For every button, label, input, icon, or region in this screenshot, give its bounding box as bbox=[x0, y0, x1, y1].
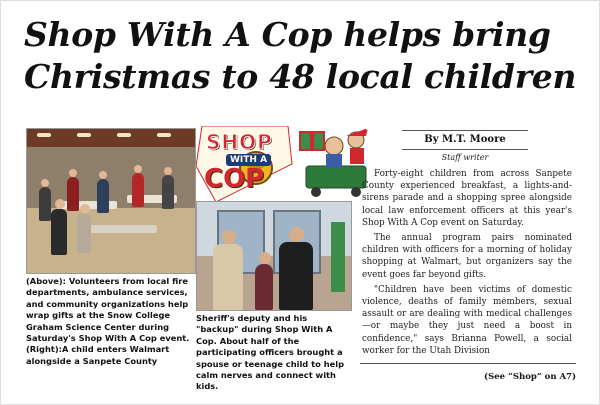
deputy-figure bbox=[279, 242, 313, 310]
volunteer-head bbox=[55, 199, 65, 209]
article-paragraph-2: The annual program pairs nominated children with officers for a morning of holiday shopping at Walmart, but organizers say the event goes far beyond gifts. bbox=[362, 233, 572, 280]
article-body bbox=[362, 168, 572, 360]
volunteer-figure bbox=[67, 177, 79, 211]
photo-gift-wrapping bbox=[26, 128, 196, 274]
photo-caption-left: (Above): Volunteers from local fire departments, ambulance services, and community organizations help wrap gifts at the Snow College Graham Science Center during Saturday's Shop With A Cop event. (Right):A child enters Walmart alongside a Sanpete County bbox=[26, 276, 190, 366]
headline-line-2: Christmas to 48 local children bbox=[24, 57, 577, 96]
article-paragraph-1: Forty-eight children from across Sanpete County experienced breakfast, a lights-and-sirens parade and a shopping spree alongside local law enforcement officers at this year's Shop With A Cop event on Saturday. bbox=[362, 169, 572, 228]
child-head bbox=[259, 252, 271, 264]
byline-bottom-rule bbox=[402, 149, 528, 150]
volunteer-figure bbox=[162, 175, 174, 209]
headline bbox=[24, 14, 584, 98]
photo-ceiling bbox=[27, 129, 195, 147]
shop-with-a-cop-logo bbox=[196, 126, 382, 202]
ceiling-light bbox=[157, 133, 171, 137]
volunteer-head bbox=[69, 169, 77, 177]
woman-figure bbox=[213, 244, 243, 310]
volunteer-head bbox=[80, 204, 90, 214]
volunteer-head bbox=[41, 179, 49, 187]
volunteer-figure bbox=[77, 213, 91, 253]
byline-top-rule bbox=[402, 130, 528, 131]
headline-line-1: Shop With A Cop helps bring bbox=[24, 15, 551, 54]
byline-name: By M.T. Moore bbox=[424, 134, 506, 145]
logo-with-a-text: WITH A bbox=[226, 154, 271, 166]
volunteer-figure bbox=[132, 173, 144, 207]
ceiling-light bbox=[37, 133, 51, 137]
logo-cop-text: COP bbox=[204, 164, 265, 194]
wrapping-table bbox=[87, 225, 157, 233]
photo-deputy-and-child bbox=[196, 201, 352, 311]
volunteer-head bbox=[99, 171, 107, 179]
volunteer-figure bbox=[97, 179, 109, 213]
article-paragraph-3: "Children have been victims of domestic violence, deaths of family members, sexual assault or are dealing with medical challenges—or maybe they just need a boost in confidence," says Brianna Powell, a social worker for the Utah Division bbox=[362, 284, 572, 356]
child-figure bbox=[255, 264, 273, 310]
logo-shop-text: SHOP bbox=[206, 130, 273, 154]
store-sign bbox=[331, 222, 345, 292]
ceiling-light bbox=[77, 133, 91, 137]
deputy-head bbox=[289, 227, 304, 242]
woman-head bbox=[222, 230, 236, 244]
volunteer-head bbox=[134, 165, 142, 173]
volunteer-head bbox=[164, 167, 172, 175]
volunteer-figure bbox=[51, 209, 67, 255]
volunteer-figure bbox=[39, 187, 51, 221]
byline-role: Staff writer bbox=[441, 153, 489, 162]
continued-jump-line: (See “Shop” on A7) bbox=[484, 372, 576, 382]
jump-rule bbox=[360, 363, 576, 364]
photo-caption-right: Sheriff's deputy and his "backup" during Shop With A Cop. About half of the participating officers brought a spouse or teenage child to help calm nerves and connect with kids. bbox=[196, 313, 345, 392]
ceiling-light bbox=[117, 133, 131, 137]
